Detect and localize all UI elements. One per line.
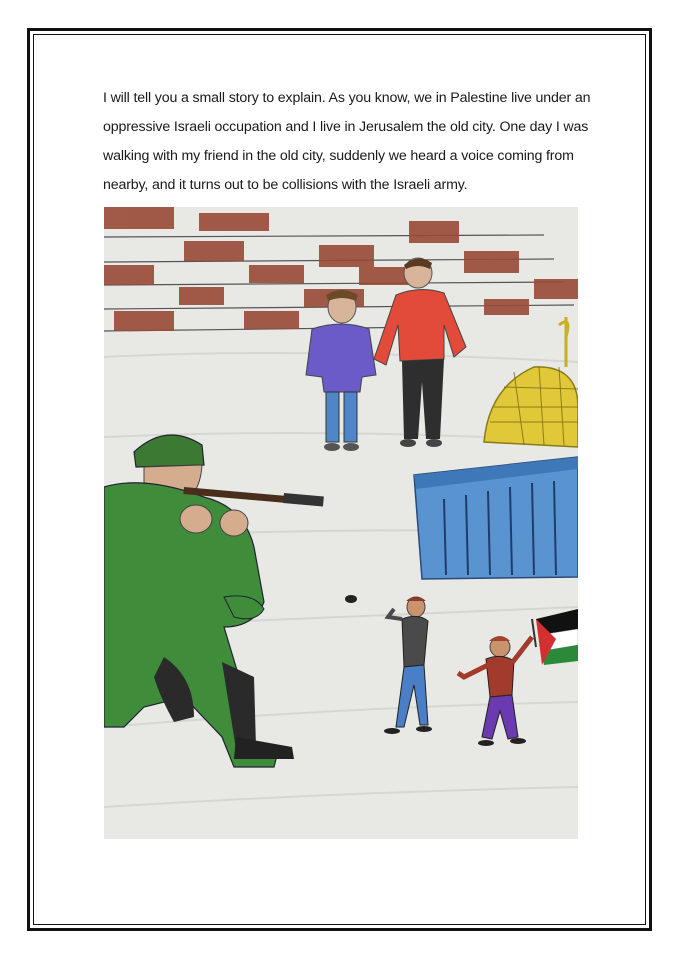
crayon-drawing xyxy=(104,207,578,839)
story-paragraph: I will tell you a small story to explain. As you know, we in Palestine live under an oppressive Israeli occupation and I live in Jerusalem the old city. One day I was walking with my friend in the old city, suddenly we heard a voice coming from nearby, and it turns out to be collisions with the Israeli army. xyxy=(103,90,591,193)
thrown-stone xyxy=(345,595,357,603)
drawing-canvas xyxy=(104,207,578,839)
